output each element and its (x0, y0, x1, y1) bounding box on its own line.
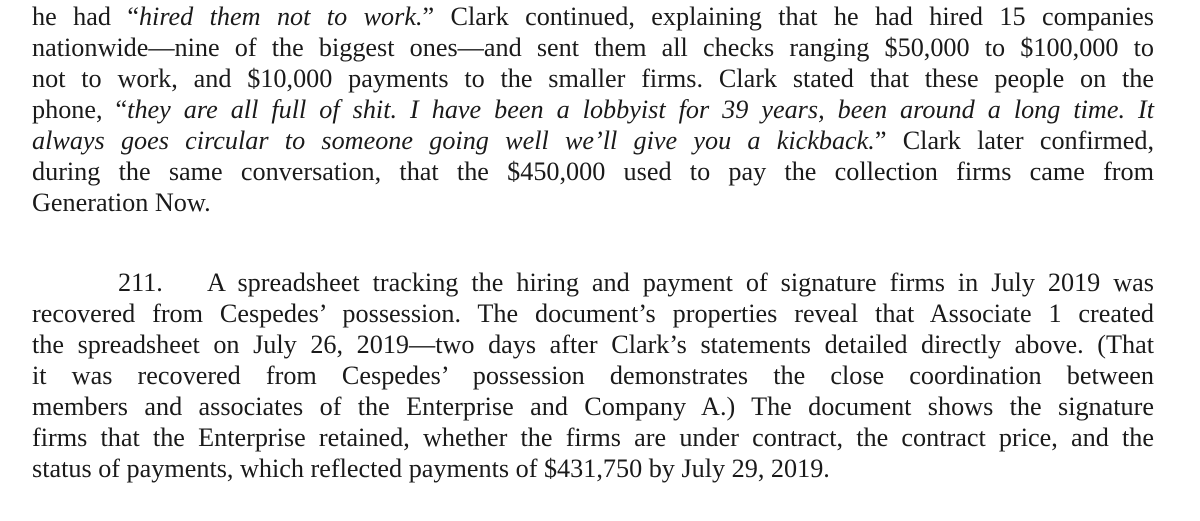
text-segment: recovered from Cespedes’ possession. The document’s properties reveal that Associate 1 created (32, 299, 1154, 328)
p211-line-6 (32, 423, 1154, 453)
text-segment: it was recovered from Cespedes’ possession demonstrates the close coordination between (32, 361, 1154, 390)
text-segment: A spreadsheet tracking the hiring and payment of signature firms in July 2019 was (207, 268, 1154, 297)
p210-line-1 (32, 2, 1154, 32)
paragraph-number: 211. (118, 268, 163, 297)
italic-quote: hired them not to work. (138, 2, 423, 31)
p210-line-2 (32, 33, 1154, 63)
text-segment: not to work, and $10,000 payments to the smaller firms. Clark stated that these people on the (32, 64, 1154, 93)
text-segment: ” Clark later confirmed, (874, 126, 1154, 155)
p210-line-6 (32, 157, 1154, 187)
p211-line-5 (32, 392, 1154, 422)
text-segment: nationwide—nine of the biggest ones—and sent them all checks ranging $50,000 to $100,000 to (32, 33, 1154, 62)
p210-line-7 (32, 188, 1154, 218)
italic-quote: always goes circular to someone going well we’ll give you a kickback. (32, 126, 875, 155)
text-segment: phone, “ (32, 95, 128, 124)
p211-line-1 (32, 268, 1154, 298)
p211-line-7 (32, 454, 1154, 484)
italic-quote: they are all full of shit. I have been a lobbyist for 39 years, been around a long time. It (127, 95, 1154, 124)
p210-line-5 (32, 126, 1154, 156)
text-segment: he had “ (32, 2, 139, 31)
text-segment: firms that the Enterprise retained, whether the firms are under contract, the contract price, and the (32, 423, 1154, 452)
p211-line-2 (32, 299, 1154, 329)
text-segment: Generation Now. (32, 188, 211, 217)
p210-line-4 (32, 95, 1154, 125)
p210-line-3 (32, 64, 1154, 94)
text-segment: status of payments, which reflected payments of $431,750 by July 29, 2019. (32, 454, 830, 483)
p211-line-3 (32, 330, 1154, 360)
text-segment: during the same conversation, that the $450,000 used to pay the collection firms came from (32, 157, 1154, 186)
text-segment: members and associates of the Enterprise and Company A.) The document shows the signature (32, 392, 1154, 421)
text-segment: the spreadsheet on July 26, 2019—two days after Clark’s statements detailed directly above. (That (32, 330, 1154, 359)
text-segment: ” Clark continued, explaining that he had hired 15 companies (422, 2, 1154, 31)
p211-line-4 (32, 361, 1154, 391)
